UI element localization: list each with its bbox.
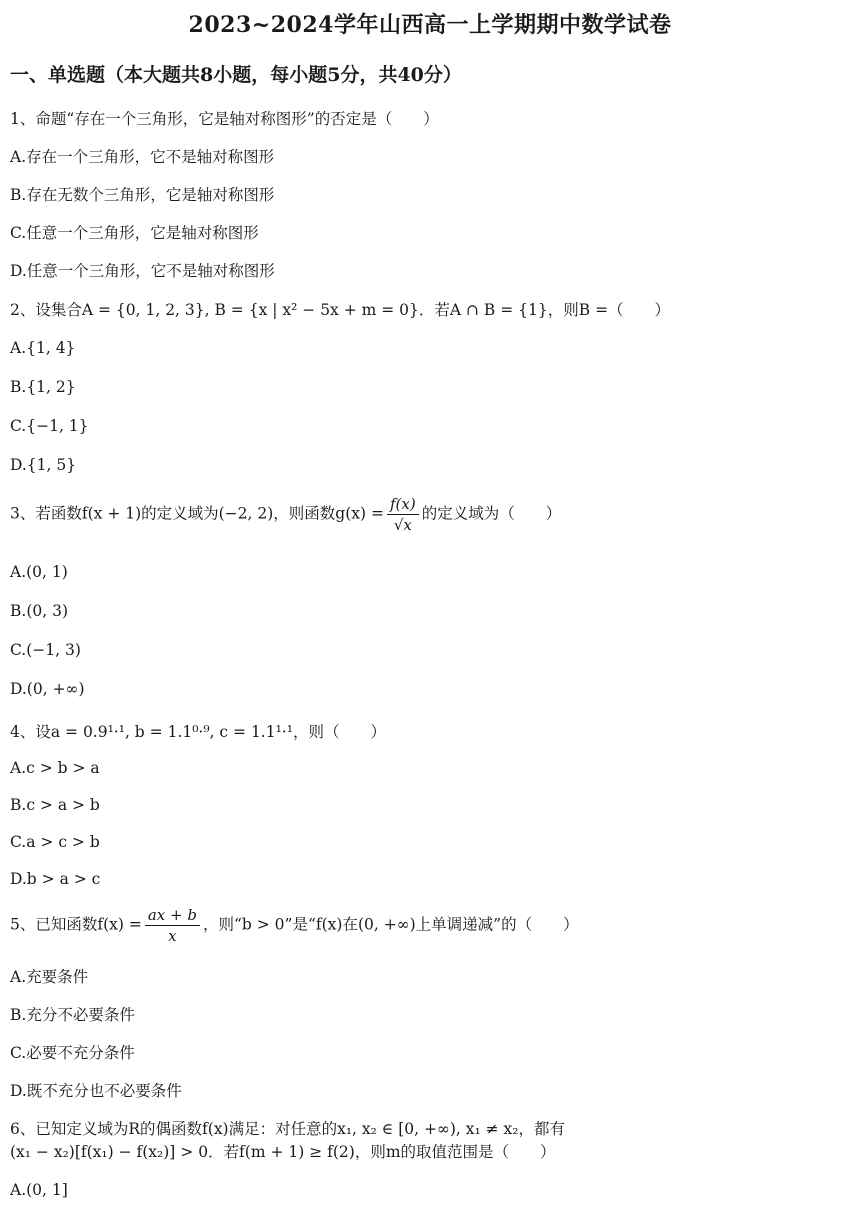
question-5-option-c: C.必要不充分条件 xyxy=(10,1044,135,1062)
question-3-text-before: 3、若函数f(x + 1)的定义域为(−2, 2)，则函数g(x) = xyxy=(10,504,384,523)
question-1-option-a: A.存在一个三角形，它不是轴对称图形 xyxy=(10,148,275,166)
question-3-fraction xyxy=(387,495,419,534)
question-5 xyxy=(10,906,579,945)
question-3-option-c: C.(−1, 3) xyxy=(10,641,81,659)
question-1: 1、命题“存在一个三角形，它是轴对称图形”的否定是（ ） xyxy=(10,110,439,128)
question-3-text-after: 的定义域为（ ） xyxy=(421,504,562,523)
question-4: 4、设a = 0.9¹·¹, b = 1.1⁰·⁹, c = 1.1¹·¹，则（ ） xyxy=(10,723,386,741)
question-3-option-b: B.(0, 3) xyxy=(10,602,68,620)
question-6: 6、已知定义域为R的偶函数f(x)满足：对任意的x₁, x₂ ∈ [0, +∞), x₁ ≠ x₂，都有 xyxy=(10,1120,566,1138)
question-2: 2、设集合A = {0, 1, 2, 3}, B = {x | x² − 5x + m = 0}．若A ∩ B = {1}，则B =（ ） xyxy=(10,301,671,319)
question-2-option-c: C.{−1, 1} xyxy=(10,417,89,435)
question-3-option-a: A.(0, 1) xyxy=(10,563,68,581)
question-4-option-b: B.c > a > b xyxy=(10,796,100,814)
question-5-fraction-numerator: ax + b xyxy=(145,906,200,926)
question-2-option-b: B.{1, 2} xyxy=(10,378,76,396)
question-3-fraction-numerator: f(x) xyxy=(387,495,419,515)
question-1-option-c: C.任意一个三角形，它是轴对称图形 xyxy=(10,224,259,242)
question-2-option-d: D.{1, 5} xyxy=(10,456,77,474)
question-1-option-d: D.任意一个三角形，它不是轴对称图形 xyxy=(10,262,275,280)
question-5-fraction xyxy=(145,906,200,945)
question-4-option-a: A.c > b > a xyxy=(10,759,100,777)
question-5-text-before: 5、已知函数f(x) = xyxy=(10,915,142,934)
section-heading: 一、单选题（本大题共8小题，每小题5分，共40分） xyxy=(10,64,462,86)
question-6-option-a: A.(0, 1] xyxy=(10,1181,68,1199)
question-4-option-c: C.a > c > b xyxy=(10,833,100,851)
question-5-option-b: B.充分不必要条件 xyxy=(10,1006,135,1024)
question-5-option-d: D.既不充分也不必要条件 xyxy=(10,1082,182,1100)
question-2-option-a: A.{1, 4} xyxy=(10,339,76,357)
question-3 xyxy=(10,495,561,534)
question-6-line-2: (x₁ − x₂)[f(x₁) − f(x₂)] > 0．若f(m + 1) ≥ f(2)，则m的取值范围是（ ） xyxy=(10,1143,556,1161)
question-3-option-d: D.(0, +∞) xyxy=(10,680,85,698)
question-5-option-a: A.充要条件 xyxy=(10,968,89,986)
question-1-option-b: B.存在无数个三角形，它是轴对称图形 xyxy=(10,186,275,204)
question-4-option-d: D.b > a > c xyxy=(10,870,101,888)
exam-title: 2023~2024学年山西高一上学期期中数学试卷 xyxy=(188,12,672,38)
question-5-fraction-denominator: x xyxy=(168,927,177,945)
question-5-text-after: ，则“b > 0”是“f(x)在(0, +∞)上单调递减”的（ ） xyxy=(202,915,579,934)
question-3-fraction-denominator: √x xyxy=(393,516,412,534)
